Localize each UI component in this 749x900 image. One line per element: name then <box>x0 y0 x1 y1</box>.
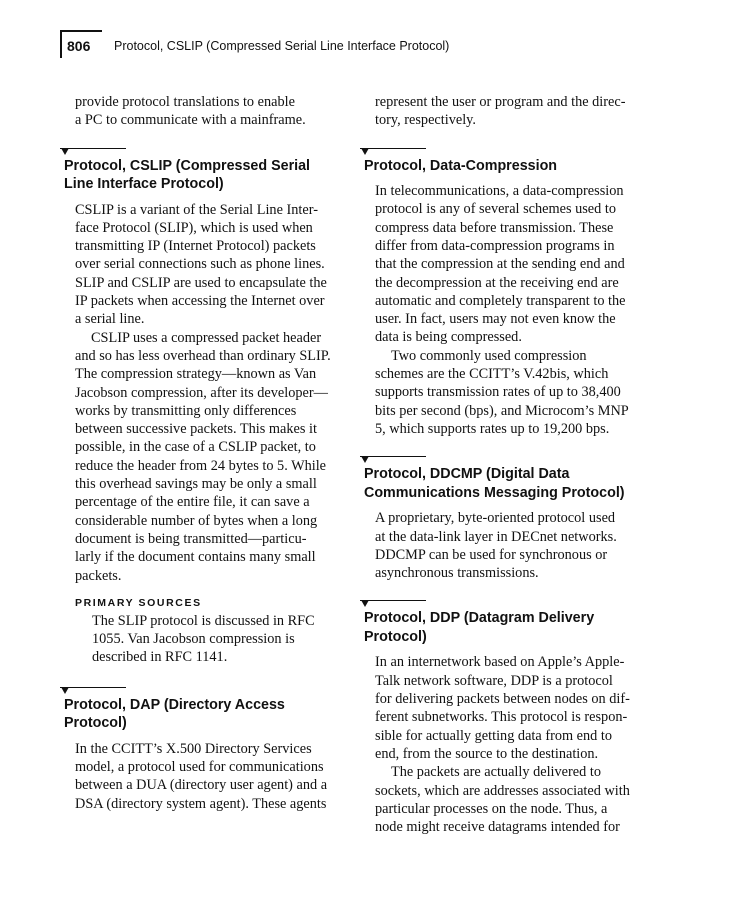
entry-heading <box>64 696 346 733</box>
text-line: The compression strategy—known as Van <box>75 366 317 383</box>
text-line: sockets, which are addresses associated with <box>375 782 630 799</box>
text-line: Line Interface Protocol) <box>64 176 224 193</box>
text-line: percentage of the entire file, it can save a <box>75 494 310 511</box>
entry-paragraph <box>60 201 346 329</box>
text-line: a PC to communicate with a mainframe. <box>75 112 306 129</box>
page-number: 806 <box>67 38 91 54</box>
text-line: compress data before transmission. These <box>375 219 614 236</box>
entry-marker <box>360 600 430 609</box>
text-line: IP packets when accessing the Internet over <box>75 293 325 310</box>
text-line: In an internetwork based on Apple’s Apple- <box>375 654 625 671</box>
entry-ddcmp <box>360 456 650 582</box>
text-line: Protocol, DDCMP (Digital Data <box>364 466 570 483</box>
text-line: Protocol) <box>364 628 427 645</box>
text-line: and so has less overhead than ordinary SLIP. <box>75 347 331 364</box>
text-line: protocol is any of several schemes used to <box>375 201 616 218</box>
text-line: The SLIP protocol is discussed in RFC <box>92 612 315 629</box>
text-line: data is being compressed. <box>375 329 522 346</box>
text-line: In the CCITT’s X.500 Directory Services <box>75 740 312 757</box>
triangle-marker-icon <box>361 148 369 155</box>
entry-heading <box>364 465 650 502</box>
text-line: Two commonly used compression <box>391 347 587 364</box>
text-line: possible, in the case of a CSLIP packet, to <box>75 439 316 456</box>
text-line: user. In fact, users may not even know the <box>375 311 616 328</box>
triangle-marker-icon <box>61 148 69 155</box>
text-line: schemes are the CCITT’s V.42bis, which <box>375 366 609 383</box>
continued-paragraph <box>60 93 346 130</box>
primary-sources-label: PRIMARY SOURCES <box>75 596 202 609</box>
text-line: the decompression at the receiving end are <box>375 274 619 291</box>
marker-rule <box>360 148 426 149</box>
primary-sources-text <box>60 612 346 667</box>
marker-rule <box>360 600 426 601</box>
text-line: packets. <box>75 567 122 584</box>
running-head-title: Protocol, CSLIP (Compressed Serial Line Interface Protocol) <box>114 39 450 53</box>
text-line: described in RFC 1141. <box>92 649 228 666</box>
text-line: document is being transmitted—particu- <box>75 530 307 547</box>
text-line: represent the user or program and the direc- <box>375 94 626 110</box>
entry-paragraph <box>360 763 650 836</box>
continued-paragraph <box>360 93 650 130</box>
text-line: Protocol, DDP (Datagram Delivery <box>364 610 595 627</box>
text-line: SLIP and CSLIP are used to encapsulate the <box>75 274 327 291</box>
text-line: Talk network software, DDP is a protocol <box>375 672 613 689</box>
entry-heading <box>364 609 650 646</box>
text-line: at the data-link layer in DECnet networks. <box>375 528 617 545</box>
entry-paragraph <box>360 653 650 763</box>
text-line: for delivering packets between nodes on dif- <box>375 691 630 708</box>
text-line: Jacobson compression, after its developer— <box>75 384 328 401</box>
triangle-marker-icon <box>361 456 369 463</box>
text-line: that the compression at the sending end and <box>375 256 625 273</box>
text-line: works by transmitting only differences <box>75 402 297 419</box>
entry-heading <box>364 157 650 176</box>
text-line: CSLIP is a variant of the Serial Line Inter- <box>75 201 318 218</box>
running-head <box>60 30 700 60</box>
entry-marker <box>360 456 430 465</box>
text-line: The packets are actually delivered to <box>391 764 601 781</box>
text-line: considerable number of bytes when a long <box>75 512 318 529</box>
entry-marker <box>60 687 130 696</box>
text-line: transmitting IP (Internet Protocol) packets <box>75 238 316 255</box>
entry-marker <box>60 148 130 157</box>
entry-paragraph <box>60 740 346 813</box>
text-line: a serial line. <box>75 311 145 328</box>
text-line: bits per second (bps), and Microcom’s MNP <box>375 402 629 419</box>
left-column <box>60 93 346 813</box>
text-line: 1055. Van Jacobson compression is <box>92 631 295 648</box>
entry-paragraph <box>60 329 346 585</box>
text-line: differ from data-compression programs in <box>375 237 615 254</box>
entry-cslip <box>60 148 346 667</box>
marker-rule <box>360 456 426 457</box>
entry-paragraph <box>360 509 650 582</box>
text-line: asynchronous transmissions. <box>375 565 539 582</box>
text-line: CSLIP uses a compressed packet header <box>91 329 322 346</box>
entry-paragraph <box>360 347 650 438</box>
entry-dap <box>60 687 346 813</box>
text-line: end, from the source to the destination. <box>375 745 599 762</box>
entry-data-compression <box>360 148 650 439</box>
text-line: In telecommunications, a data-compression <box>375 183 624 200</box>
text-line: Communications Messaging Protocol) <box>364 484 625 501</box>
text-line: between a DUA (directory user agent) and a <box>75 777 328 794</box>
text-line: automatic and completely transparent to the <box>375 292 626 309</box>
text-line: over serial connections such as phone lines. <box>75 256 325 273</box>
text-line: reduce the header from 24 bytes to 5. While <box>75 457 327 474</box>
text-line: supports transmission rates of up to 38,400 <box>375 384 621 401</box>
entry-paragraph <box>360 182 650 347</box>
text-line: Protocol) <box>64 715 127 732</box>
text-line: between successive packets. This makes it <box>75 421 317 438</box>
text-line: DDCMP can be used for synchronous or <box>375 546 608 563</box>
text-line: Protocol, Data-Compression <box>364 157 558 174</box>
text-line: DSA (directory system agent). These agents <box>75 795 327 812</box>
text-line: face Protocol (SLIP), which is used when <box>75 219 313 236</box>
text-line: larly if the document contains many small <box>75 549 316 566</box>
text-line: A proprietary, byte-oriented protocol used <box>375 510 616 527</box>
entry-heading <box>64 157 346 194</box>
text-line: ferent subnetworks. This protocol is respon- <box>375 709 628 726</box>
text-line: Protocol, DAP (Directory Access <box>64 696 285 713</box>
right-column <box>360 93 650 836</box>
text-line: model, a protocol used for communications <box>75 759 324 776</box>
text-line: particular processes on the node. Thus, a <box>375 800 608 817</box>
entry-marker <box>360 148 430 157</box>
text-line: Protocol, CSLIP (Compressed Serial <box>64 157 311 174</box>
text-line: sible for actually getting data from end to <box>375 727 613 744</box>
text-line: provide protocol translations to enable <box>75 94 295 110</box>
text-line: this overhead savings may be only a small <box>75 476 317 493</box>
text-line: node might receive datagrams intended for <box>375 819 620 836</box>
text-line: tory, respectively. <box>375 112 476 129</box>
marker-rule <box>60 687 126 688</box>
triangle-marker-icon <box>361 600 369 607</box>
entry-ddp <box>360 600 650 836</box>
marker-rule <box>60 148 126 149</box>
triangle-marker-icon <box>61 687 69 694</box>
text-line: 5, which supports rates up to 19,200 bps. <box>375 420 610 437</box>
